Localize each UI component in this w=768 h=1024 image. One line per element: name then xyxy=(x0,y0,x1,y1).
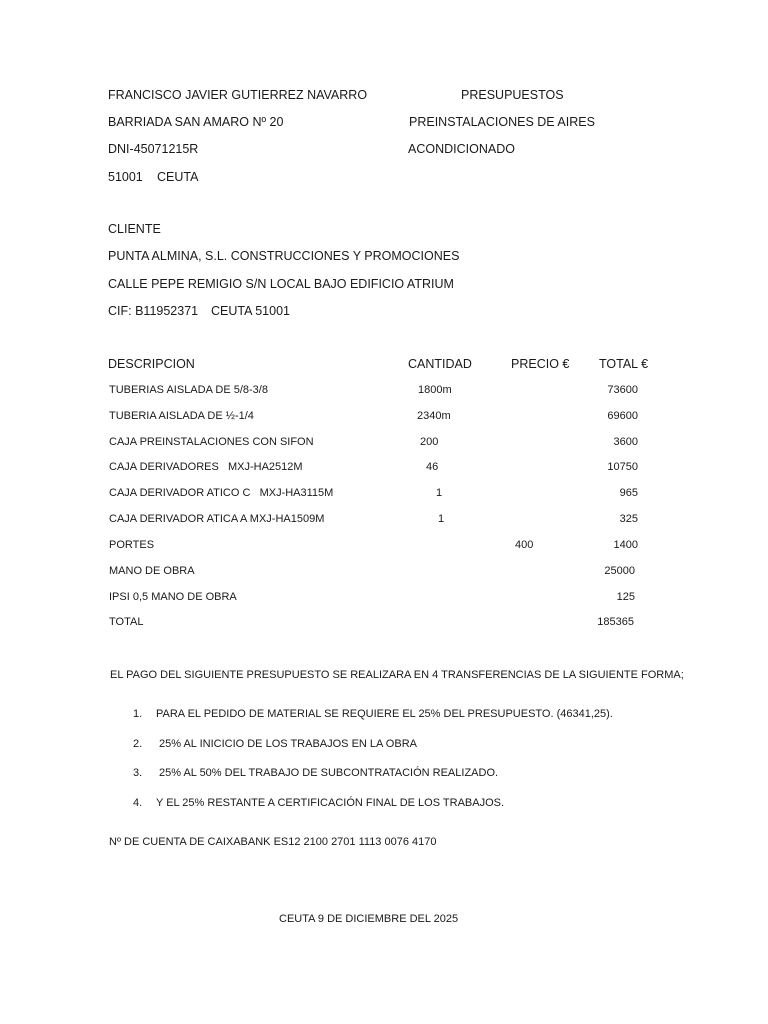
list-text: Y EL 25% RESTANTE A CERTIFICACIÓN FINAL DE LOS TRABAJOS. xyxy=(156,797,505,809)
row-total: 1400 xyxy=(613,539,638,551)
col-header-quantity: CANTIDAD xyxy=(408,357,472,371)
row-total: 965 xyxy=(619,487,638,499)
issuer-postal-code: 51001 xyxy=(108,170,143,184)
doc-title: PRESUPUESTOS xyxy=(461,88,564,102)
list-number: 4. xyxy=(133,797,143,809)
col-header-price: PRECIO € xyxy=(511,357,570,371)
row-quantity: 200 xyxy=(420,436,439,448)
list-number: 3. xyxy=(133,767,143,779)
row-description: TUBERIAS AISLADA DE 5/8-3/8 xyxy=(109,384,268,396)
client-heading: CLIENTE xyxy=(108,222,161,236)
doc-subject-line1: PREINSTALACIONES DE AIRES xyxy=(409,115,595,129)
row-description: TUBERIA AISLADA DE ½-1/4 xyxy=(109,410,254,422)
client-cif: CIF: B11952371 xyxy=(108,304,199,318)
client-address: CALLE PEPE REMIGIO S/N LOCAL BAJO EDIFICIO ATRIUM xyxy=(108,277,454,291)
doc-subject-line2: ACONDICIONADO xyxy=(408,142,515,156)
row-quantity: 1 xyxy=(438,513,445,525)
row-description: CAJA PREINSTALACIONES CON SIFON xyxy=(109,436,314,448)
row-description: IPSI 0,5 MANO DE OBRA xyxy=(109,591,237,603)
row-quantity: 1 xyxy=(436,487,443,499)
row-total: 73600 xyxy=(607,384,638,396)
issuer-name: FRANCISCO JAVIER GUTIERREZ NAVARRO xyxy=(108,88,368,102)
row-quantity: 1800m xyxy=(418,384,452,396)
payment-intro: EL PAGO DEL SIGUIENTE PRESUPUESTO SE REALIZARA EN 4 TRANSFERENCIAS DE LA SIGUIENTE FORMA; xyxy=(110,669,684,681)
col-header-total: TOTAL € xyxy=(599,357,649,371)
row-quantity: 46 xyxy=(426,461,439,473)
row-total: 3600 xyxy=(613,436,638,448)
issuer-city: CEUTA xyxy=(157,170,199,184)
row-total: 125 xyxy=(616,591,635,603)
issuer-address: BARRIADA SAN AMARO Nº 20 xyxy=(108,115,284,129)
list-text: 25% AL 50% DEL TRABAJO DE SUBCONTRATACIÓN REALIZADO. xyxy=(159,767,499,779)
issuer-dni: DNI-45071215R xyxy=(108,142,199,156)
date-line: CEUTA 9 DE DICIEMBRE DEL 2025 xyxy=(279,913,459,925)
row-quantity: 2340m xyxy=(417,410,451,422)
row-price: 400 xyxy=(515,539,534,551)
list-text: 25% AL INICICIO DE LOS TRABAJOS EN LA OBRA xyxy=(159,738,417,750)
bank-account: Nº DE CUENTA DE CAIXABANK ES12 2100 2701 1113 0076 4170 xyxy=(109,836,437,848)
row-total: 325 xyxy=(619,513,638,525)
row-description: MANO DE OBRA xyxy=(109,565,195,577)
row-total: 69600 xyxy=(607,410,638,422)
list-number: 1. xyxy=(133,708,143,720)
list-text: PARA EL PEDIDO DE MATERIAL SE REQUIERE EL 25% DEL PRESUPUESTO. (46341,25). xyxy=(156,708,613,720)
list-number: 2. xyxy=(133,738,143,750)
row-description: PORTES xyxy=(109,539,155,551)
row-total: 10750 xyxy=(607,461,638,473)
row-description: CAJA DERIVADORES MXJ-HA2512M xyxy=(109,461,303,473)
client-city: CEUTA 51001 xyxy=(211,304,290,318)
row-description: CAJA DERIVADOR ATICA A MXJ-HA1509M xyxy=(109,513,325,525)
row-total: 185365 xyxy=(597,616,634,628)
client-name: PUNTA ALMINA, S.L. CONSTRUCCIONES Y PROMOCIONES xyxy=(108,249,460,263)
col-header-description: DESCRIPCION xyxy=(108,357,195,371)
row-description: CAJA DERIVADOR ATICO C MXJ-HA3115M xyxy=(109,487,334,499)
row-description: TOTAL xyxy=(109,616,144,628)
row-total: 25000 xyxy=(604,565,635,577)
